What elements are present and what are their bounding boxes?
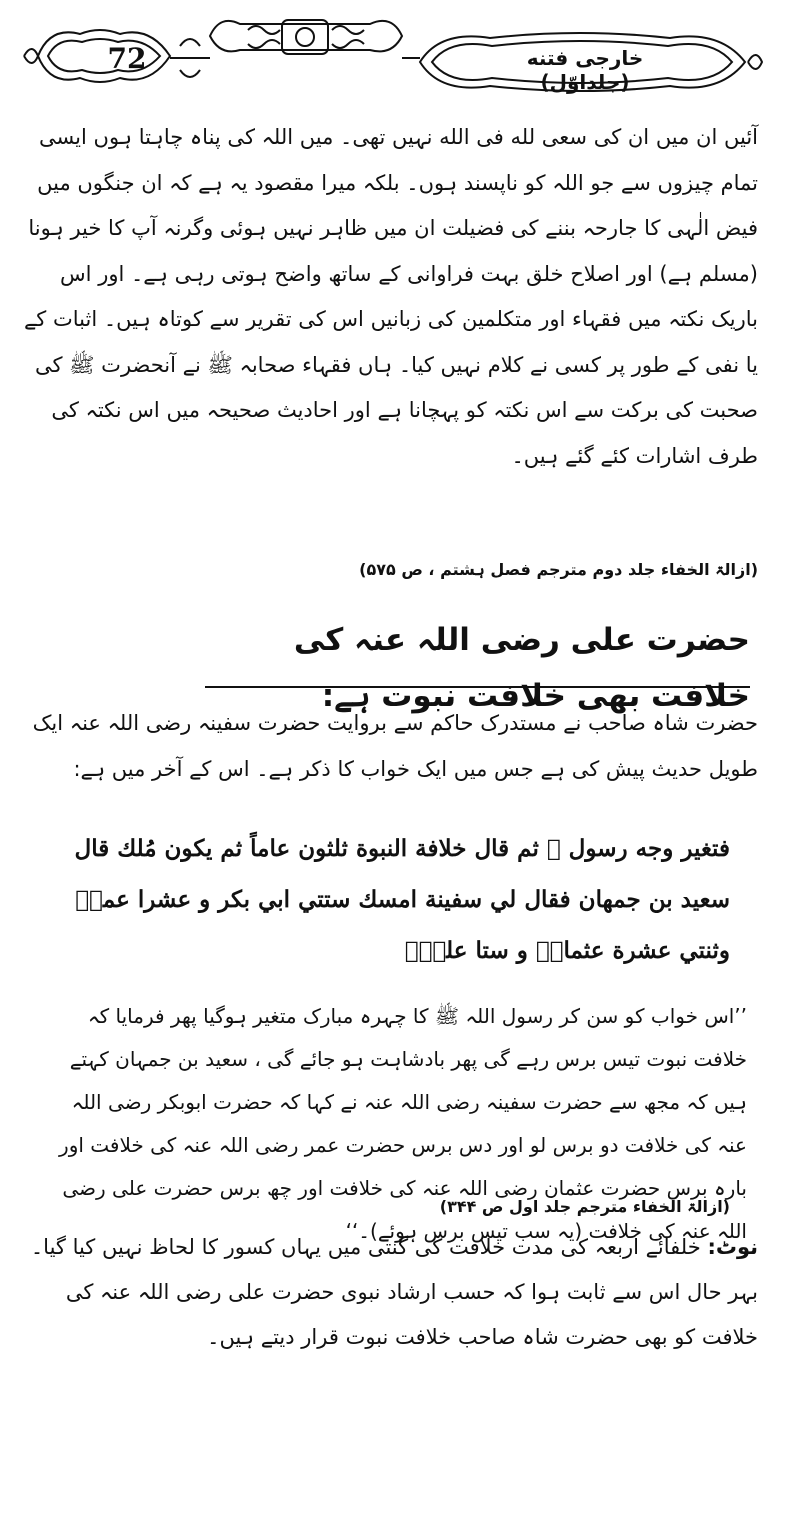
note-label: نوٹ:	[707, 1235, 758, 1259]
citation-1: (ازالۃ الخفاء جلد دوم مترجم فصل ہشتم ، ص ۵۷۵)	[359, 560, 758, 579]
note-text: خلفائے اربعہ کی مدت خلافت کی گنتی میں یہاں کسور کا لحاظ نہیں کیا گیا۔ بہر حال اس سے ثابت ہوا کہ حسب ارشاد نبوی حضرت علی رضی اللہ عنہ کی خلافت کو بھی حضرت شاہ صاحب خلافت نبوت قرار دیتے ہیں۔	[30, 1235, 758, 1349]
citation-2: (ازالۃ الخفاء مترجم جلد اول ص ۳۴۴)	[439, 1197, 730, 1216]
section-heading: حضرت علی رضی اللہ عنہ کی خلافت بھی خلافت نبوت ہے:	[293, 622, 750, 714]
note-paragraph	[18, 1225, 758, 1360]
heading-underline	[205, 686, 750, 688]
page-header	[20, 6, 765, 102]
paragraph-2: حضرت شاہ صاحب نے مستدرک حاکم سے بروایت حضرت سفینہ رضی اللہ عنہ ایک طویل حدیث پیش کی ہے جس میں ایک خواب کا ذکر ہے۔ اس کے آخر میں ہے:	[32, 711, 758, 781]
paragraph-1: آئیں ان میں ان کی سعی لله فی الله نہیں تھی۔ میں اللہ کی پناہ چاہتا ہوں ایسی تمام چیزوں سے جو اللہ کو ناپسند ہوں۔ بلکہ میرا مقصود یہ ہے کہ ان جنگوں میں فیض الٰہی کا جارحہ بننے کی فضیلت ان میں ظاہر نہیں ہوئی وگرنہ آپ کا خیر ہونا (مسلم ہے) اور اصلاح خلق بہت فراوانی کے ساتھ واضح ہوتی رہی ہے۔ اور اس باریک نکتہ میں فقہاء اور متکلمین کی زبانیں اس کی تقریر سے کوتاہ ہیں۔ اثبات کے یا نفی کے طور پر کسی نے کلام نہیں کیا۔ ہاں فقہاء صحابہ ﷺ نے آنحضرت ﷺ کی صحبت کی برکت سے اس نکتہ کو پہچانا ہے اور احادیث صحیحہ میں اس نکتہ کی طرف اشارات کئے گئے ہیں۔	[24, 125, 758, 468]
page-number: 72	[107, 42, 147, 75]
running-title: خارجی فتنه (جلداوّل)	[526, 46, 644, 94]
arabic-hadith-quote: فتغير وجه رسول ﷺ ثم قال خلافة النبوة ثلثون عاماً ثم يكون مُلك قال سعيد بن جمهان فقال لي سفينة امسك ستتي ابي بكر و عشرا عمرؓ وثنتي عشرة عثمانؓ و ستا عليؓ۔	[74, 835, 730, 964]
urdu-translation: ’’اس خواب کو سن کر رسول اللہ ﷺ کا چہرہ مبارک متغیر ہوگیا پھر فرمایا کہ خلافت نبوت تیس برس رہے گی پھر بادشاہت ہو جائے گی ، سعید بن جمہان کہتے ہیں کہ مجھ سے حضرت سفینہ رضی اللہ عنہ نے کہا کہ حضرت ابوبکر رضی اللہ عنہ کی خلافت دو برس لو اور دس برس حضرت عمر رضی اللہ عنہ کی خلافت اور بارہ برس حضرت عثمان رضی اللہ عنہ کی خلافت اور چھ برس حضرت علی رضی اللہ عنہ کی خلافت (یہ سب تیس برس ہوئے)۔‘‘	[59, 1004, 747, 1243]
